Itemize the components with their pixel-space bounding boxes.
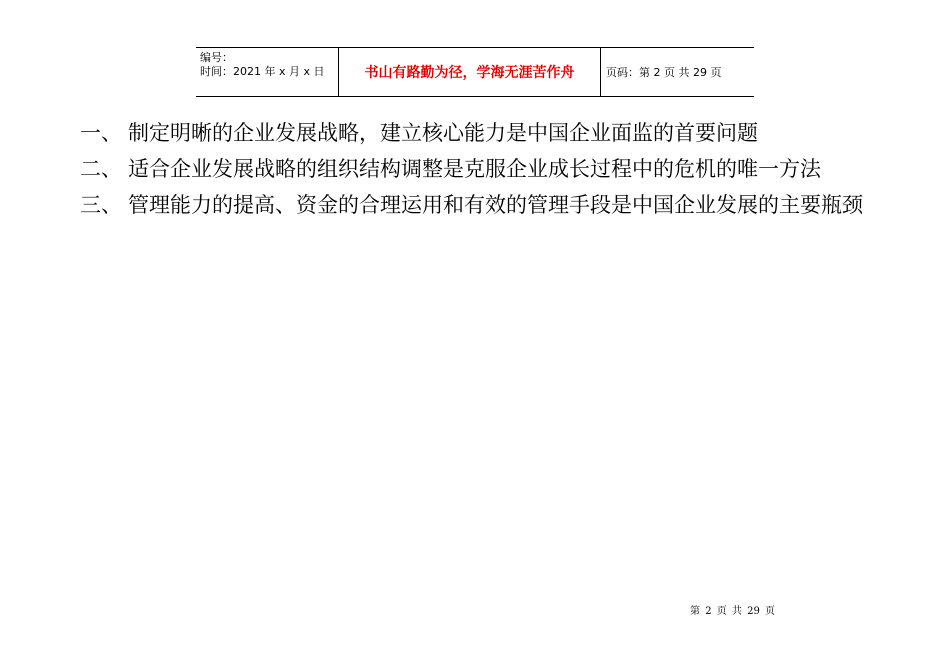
document-header-table (196, 47, 754, 97)
header-page-code: 页码：第 2 页 共 29 页 (606, 66, 722, 79)
header-page-code-cell (601, 48, 754, 96)
document-body (80, 115, 880, 223)
list-item-text: 适合企业发展战略的组织结构调整是克服企业成长过程中的危机的唯一方法 (128, 157, 821, 181)
list-item (80, 151, 880, 187)
header-number-label: 编号： (200, 51, 233, 64)
list-item-number: 三、 (80, 193, 122, 217)
list-item (80, 187, 880, 223)
list-item (80, 115, 880, 151)
list-item-number: 一、 (80, 121, 122, 145)
list-item-text: 管理能力的提高、资金的合理运用和有效的管理手段是中国企业发展的主要瓶颈 (128, 193, 863, 217)
header-motto-cell (339, 48, 601, 96)
list-item-text: 制定明晰的企业发展战略，建立核心能力是中国企业面监的首要问题 (128, 121, 758, 145)
page-footer: 第 2 页 共 29 页 (690, 606, 775, 617)
header-motto: 书山有路勤为径，学海无涯苦作舟 (364, 65, 575, 81)
list-item-number: 二、 (80, 157, 122, 181)
header-meta-cell (196, 48, 339, 96)
header-time-label: 时间：2021 年 x 月 x 日 (200, 65, 325, 78)
